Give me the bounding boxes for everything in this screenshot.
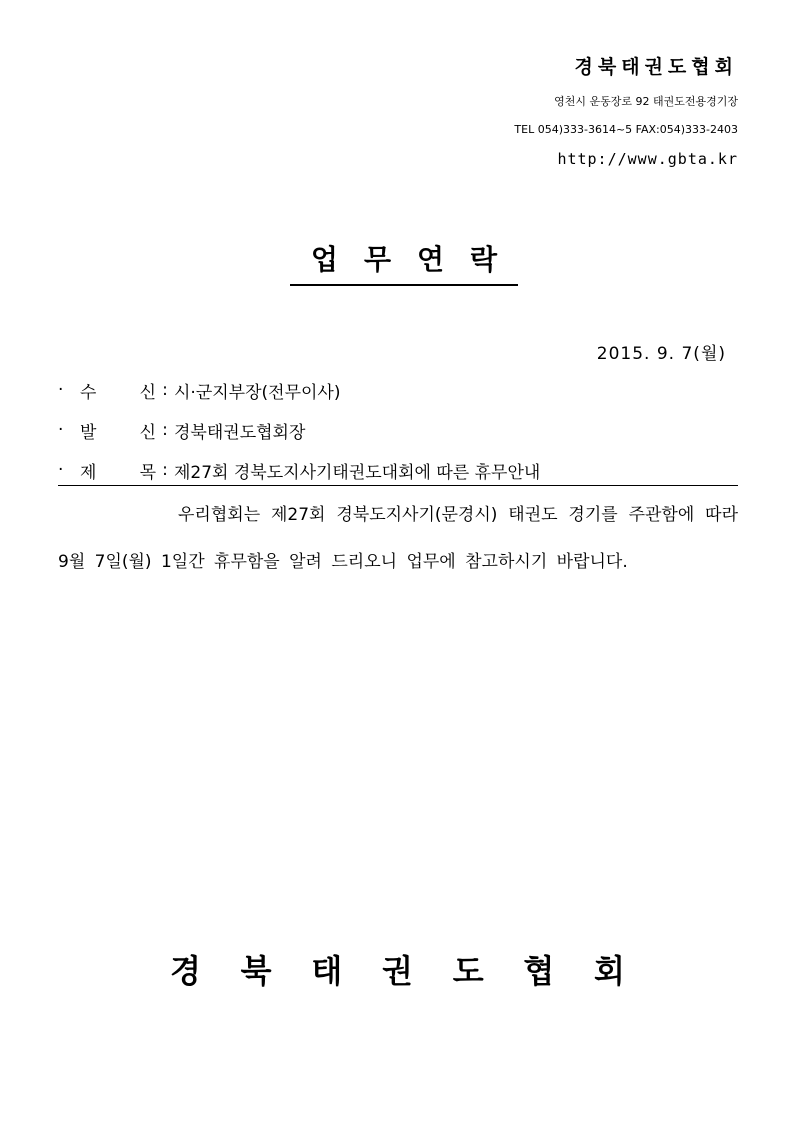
field-recipient xyxy=(58,370,738,410)
document-title: 업무연락 xyxy=(310,243,524,276)
org-name-header: 경북태권도협회 xyxy=(574,56,738,78)
field-label-sender xyxy=(78,418,156,443)
field-label-char: 목 xyxy=(139,462,156,483)
bullet: · xyxy=(58,460,64,480)
signature-char: 경 xyxy=(170,952,201,990)
signature-char: 권 xyxy=(382,952,413,990)
org-contact: TEL 054)333-3614~5 FAX:054)333-2403 xyxy=(514,123,738,136)
org-address: 영천시 운동장로 92 태권도전용경기장 xyxy=(554,95,738,108)
section-divider xyxy=(58,485,738,486)
title-underline xyxy=(290,284,518,286)
field-value-subject: 제27회 경북도지사기태권도대회에 따른 휴무안내 xyxy=(174,462,541,483)
field-subject xyxy=(58,450,738,490)
signature xyxy=(170,946,625,992)
body-paragraph: 우리협회는 제27회 경북도지사기(문경시) 태권도 경기를 주관함에 따라 9월 7일(월) 1일간 휴무함을 알려 드리오니 업무에 참고하시기 바랍니다. xyxy=(58,505,738,572)
document-date: 2015. 9. 7(월) xyxy=(596,344,726,364)
signature-char: 도 xyxy=(452,952,484,990)
field-label-char: 제 xyxy=(80,462,97,483)
field-label-recipient xyxy=(78,378,156,403)
field-label-char: 신 xyxy=(139,382,156,403)
field-label-char: 발 xyxy=(80,422,97,443)
org-website-url: http://www.gbta.kr xyxy=(557,150,738,168)
signature-char: 북 xyxy=(240,952,272,990)
signature-char: 회 xyxy=(594,952,625,990)
field-label-char: 수 xyxy=(80,382,97,403)
field-colon: : xyxy=(162,420,168,440)
field-colon: : xyxy=(162,460,168,480)
field-sender xyxy=(58,410,738,450)
signature-char: 태 xyxy=(311,952,343,990)
bullet: · xyxy=(58,380,64,400)
signature-char: 협 xyxy=(523,952,555,990)
field-value-sender: 경북태권도협회장 xyxy=(174,422,306,443)
bullet: · xyxy=(58,420,64,440)
field-colon: : xyxy=(162,380,168,400)
document-fields xyxy=(58,370,738,490)
document-title-block xyxy=(290,240,524,286)
field-label-char: 신 xyxy=(139,422,156,443)
field-label-subject xyxy=(78,458,156,483)
org-header xyxy=(378,52,738,168)
field-value-recipient: 시·군지부장(전무이사) xyxy=(174,382,341,403)
